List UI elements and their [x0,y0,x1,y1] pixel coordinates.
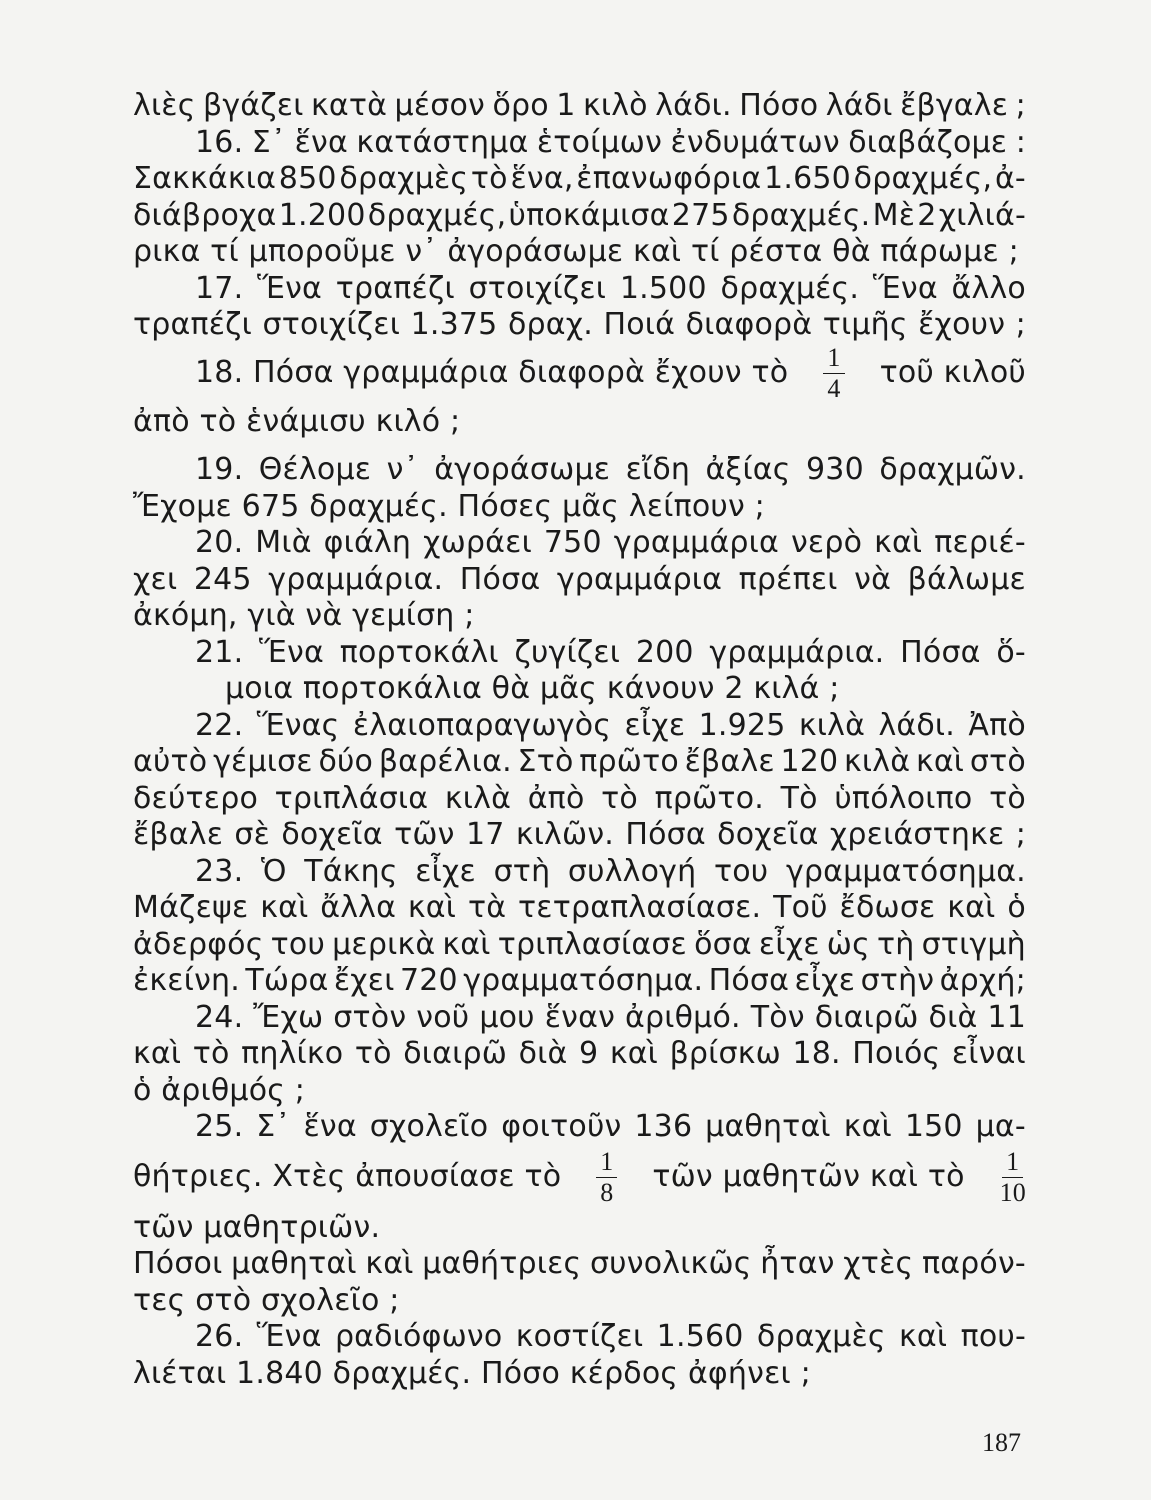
text-line: λιέται 1.840 δραχμές. Πόσο κέρδος ἀφήνει ; [133,1355,811,1391]
word: δραχμές, [853,161,993,196]
word: διαιρῶ [814,999,919,1035]
word: καὶ [843,1109,892,1144]
word: ζυγίζει [514,634,621,670]
word: ἐπανωφόρια [576,161,762,196]
word: χτὲς [843,1246,914,1281]
word: ἄλλα [320,890,397,925]
word: Τὸν [750,999,805,1035]
word: νερὸ [790,525,863,560]
word: δραχμές. [731,197,871,233]
word: τὸ [354,1036,392,1071]
word: 2 [917,197,937,233]
word: 18. [792,1036,841,1071]
word: φοιτοῦν [501,1109,622,1144]
word: τὴ [877,926,915,962]
word: Πόσα [459,561,541,597]
word: 1.375 [410,307,498,342]
text-line: Ἔχομε 675 δραχμές. Πόσες μᾶς λείπουν ; [133,488,765,524]
word: 1 [556,88,576,123]
word: μαθηταὶ [705,1109,831,1144]
word: ἐκείνη. [133,963,240,998]
word: διαιρῶ [403,1036,508,1071]
word: Ποιά [603,307,676,342]
problem-18-line: 18. Πόσα γραμμάρια διαφορὰ ἔχουν τὸ $\frac{1}{4}$ τοῦ κιλοῦ [195,343,1026,403]
word: κιλὰ [798,707,866,743]
word: γέμισε [213,744,313,779]
text-line [133,1036,1026,1073]
word: κιλὸ [583,88,648,123]
word: τὸ [470,161,508,196]
word: λάδι. [655,88,732,123]
word: Μὲ [872,197,916,233]
word: 23. [195,853,244,889]
word: καὶ [407,890,457,925]
word: εἶχε [624,707,686,743]
word: 1.200 [278,197,366,233]
word: καὶ [874,525,923,560]
problem-text-block [133,88,1026,1392]
text-line [133,890,1026,927]
text-line [133,963,1026,1000]
word: χει [133,561,178,597]
word: καὶ [899,1319,948,1354]
text-line-with-fractions: θήτριες. Χτὲς ἀπουσίασε τὸ $\frac{1}{8}$ τῶν μαθητῶν καὶ τὸ $\frac{1}{10}$ [133,1147,1026,1207]
text-line: ἀπὸ τὸ ἑνάμισυ κιλό ; [133,403,461,439]
word: στὸ [969,744,1026,779]
word: χιλιά- [938,197,1026,233]
word: ἀριθμό. [625,999,741,1035]
word: καὶ [260,890,309,925]
word: 1.560 [656,1319,744,1354]
word: ραδιόφωνο [334,1319,503,1354]
word: 17 [465,817,505,852]
word: δεύτερο [133,780,259,816]
word: : [1015,124,1026,160]
word: 22. [195,707,244,743]
word: 245 [193,561,252,597]
problem-25-line [133,1109,1026,1146]
word: που- [960,1319,1026,1354]
word: νὰ [854,561,892,597]
word: ν᾽ [386,452,419,487]
word: 275 [671,197,730,233]
problem-22-line [133,708,1026,745]
word: βαρέλια. [378,744,512,779]
word: βρίσκω [669,1036,781,1071]
word: τριπλασίασε [497,926,687,962]
text-line: ὁ ἀριθμός ; [133,1072,306,1108]
word: δραχμὲς [339,161,469,196]
word: τὰ [467,890,507,925]
text-line [133,781,1026,818]
word: καὶ [365,1246,414,1281]
word: Πόσα [708,963,790,998]
word: δραχ. [507,307,593,342]
word: φιάλη [323,525,412,560]
word: χρειάστηκε [829,817,1005,852]
word: 9 [578,1036,599,1071]
word: γραμμάρια [556,561,723,597]
word: ἀξίας [705,452,791,487]
word: ἕναν [544,999,616,1035]
word: Πόσα [625,817,706,852]
text-line: τες στὸ σχολεῖο ; [133,1282,400,1318]
word: τραπέζι [335,270,455,306]
text-line [133,88,1026,125]
word: περιέ- [934,525,1026,560]
word: στιγμὴ [921,926,1026,962]
word: ἔχει [333,963,395,998]
word: κατάστημα [356,124,529,160]
word: μου [479,999,535,1035]
problem-26-line [133,1319,1026,1356]
word: δραχμὲς [756,1319,886,1354]
text-line [133,307,1026,344]
word: στοιχίζει [468,270,607,306]
word: 720 [399,963,458,998]
word: γραμματόσημα. [463,963,704,998]
word: μαθήτριες [422,1246,582,1281]
word: διαβάζομε [848,124,1008,160]
word: ἔβγαλε [900,88,1009,123]
word: Ἔχω [253,999,324,1035]
word: Μιὰ [255,525,312,560]
word: κατὰ [311,88,388,123]
word: καὶ [133,1036,182,1071]
word: 200 [635,634,694,670]
text-line: ἀκόμη, γιὰ νὰ γεμίση ; [133,598,475,633]
word: 850 [278,161,337,196]
word: λάδι. [878,707,956,743]
word: ἔδωσε [839,890,936,925]
word: 19. [195,452,244,487]
word: λιὲς [133,88,196,123]
word: διάβροχα [133,197,277,233]
word: καὶ [947,890,996,925]
word: ὡς [826,926,870,962]
word: Πόσοι [133,1246,223,1281]
word: 120 [780,744,839,779]
word: πορτοκάλι [339,634,499,670]
problem-23-line [133,854,1026,891]
word: βάλωμε [907,561,1026,597]
word: ἦταν [760,1246,835,1281]
word: 136 [634,1109,693,1144]
word: Σακκάκια [133,161,277,196]
word: ; [1015,88,1026,123]
word: του [713,853,769,889]
word: εἶναι [951,1036,1026,1071]
word: βγάζει [202,88,304,123]
word: Ἕνα [259,634,324,670]
page-number: 187 [982,1428,1021,1457]
text-line [133,161,1026,198]
word: τῶν [394,817,455,852]
word: γραμμάρια. [709,634,885,670]
word: Ποιός [852,1036,941,1071]
word: Τὸ [780,780,818,816]
word: ὅρο [492,88,549,123]
word: διαφορὰ [685,307,813,342]
word: 750 [543,525,602,560]
word: Ἕνα [872,270,938,306]
word: νοῦ [416,999,470,1035]
problem-17-line [133,271,1026,308]
problem-19-line [133,452,1026,489]
word: 24. [195,999,244,1035]
word: ἀ- [994,161,1026,196]
word: τὸ [989,780,1026,816]
text-line: τῶν μαθητριῶν. [133,1209,381,1245]
text-line [133,198,1026,235]
word: εἶχε [415,853,476,889]
word: εἶχε [794,963,856,998]
word: Ἕνα [256,1319,322,1354]
word: ἀρχή; [939,963,1026,998]
word: πρῶτο. [654,780,764,816]
fraction-one-tenth: $\frac{1}{10}$ [999,1147,1026,1207]
word: του [270,926,326,962]
word: τριπλάσια [274,780,429,816]
word: πρέπει [738,561,838,597]
word: πηλίκο [241,1036,344,1071]
word: δραχμές. [720,270,860,306]
word: Μάζεψε [133,890,249,925]
problem-20-line [133,525,1026,562]
word: ἀπὸ [527,780,585,816]
word: τετραπλασίασε. [518,890,762,925]
word: Ἀπὸ [968,707,1026,743]
word: κιλὰ [444,780,512,816]
word: ; [1015,817,1026,852]
word: 1.500 [619,270,707,306]
word: ἄλλο [951,270,1026,306]
word: καὶ [442,926,491,962]
text-line [133,817,1026,854]
word: κοστίζει [515,1319,644,1354]
word: ; [1015,307,1026,342]
word: Ἕνας [256,707,340,743]
word: 20. [195,525,244,560]
word: στὴ [493,853,551,889]
word: 26. [195,1319,244,1354]
word: Τώρα [245,963,329,998]
word: ἕνα [294,124,348,160]
word: ἔβαλε [684,744,775,779]
word: μαθηταὶ [231,1246,357,1281]
word: δύο [318,744,374,779]
word: μερικὰ [332,926,436,962]
word: Πόσα [900,634,981,670]
problem-16-line [133,125,1026,162]
word: στὴν [860,963,935,998]
text-line [133,1246,1026,1283]
word: στὸν [333,999,407,1035]
word: ἔχουν [918,307,1006,342]
spacer [133,440,1026,452]
word: ἐνδυμάτων [670,124,840,160]
problem-21-line [133,635,1026,672]
word: ἕνα, [510,161,574,196]
word: Ἕνα [257,270,323,306]
word: δραχμές, [367,197,507,233]
word: διὰ [518,1036,568,1071]
word: τὸ [601,780,638,816]
word: μα- [975,1109,1026,1144]
problem-24-line [133,1000,1026,1037]
word: ἀδερφός [133,926,264,962]
word: λάδι [825,88,893,123]
word: 150 [904,1109,963,1144]
fraction-one-eighth: $\frac{1}{8}$ [596,1149,617,1206]
word: 16. [195,124,244,160]
word: τραπέζι [133,307,253,342]
word: τὸ [192,1036,230,1071]
text-line [133,562,1026,599]
word: 17. [195,270,244,306]
word: 930 [806,452,864,487]
word: Τάκης [304,853,398,889]
word: 1.925 [698,707,786,743]
word: εἴδη [625,452,691,487]
word: ὁ [1007,890,1026,925]
text-line: μοια πορτοκάλια θὰ μᾶς κάνουν 2 κιλά ; [225,671,840,706]
word: πρῶτο [579,744,679,779]
word: δοχεῖα [281,817,383,852]
text-line-content [133,88,1026,125]
word: κιλῶν. [515,817,615,852]
word: Σ᾽ [251,124,287,160]
word: στοιχίζει [262,307,401,342]
word: Τοῦ [773,890,828,925]
word: Θέλομε [258,452,372,487]
word: σχολεῖο [369,1109,489,1144]
fraction-one-quarter: $\frac{1}{4}$ [823,345,844,402]
word: χωράει [423,525,532,560]
word: διὰ [928,999,978,1035]
word: Πόσο [739,88,819,123]
word: ὑποκάμισα [508,197,670,233]
word: ὅσα [694,926,752,962]
text-line [133,744,1026,781]
word: συνολικῶς [589,1246,752,1281]
word: δραχμῶν. [879,452,1026,487]
word: ὅ- [996,634,1026,670]
text-line [133,927,1026,964]
word: ἀγοράσωμε [434,452,611,487]
word: καὶ [609,1036,659,1071]
word: 25. [195,1109,244,1144]
word: αὐτὸ [133,744,208,779]
word: 1.650 [764,161,851,196]
word: δοχεῖα [717,817,819,852]
word: μέσον [394,88,485,123]
word: γραμμάρια [613,525,779,560]
word: κιλὰ [844,744,911,779]
word: ἑτοίμων [536,124,663,160]
word: καὶ [915,744,965,779]
word: τιμῆς [822,307,908,342]
word: εἶχε [758,926,820,962]
word: γραμμάρια. [268,561,444,597]
word: ἔβαλε [133,817,224,852]
word: ἐλαιοπαραγωγὸς [352,707,612,743]
word: Σ᾽ [256,1109,291,1144]
word: Ὁ [260,853,287,889]
word: 11 [987,999,1026,1035]
word: ἕνα [303,1109,357,1144]
word: σὲ [234,817,271,852]
word: γραμματόσημα. [785,853,1026,889]
word: ὑπόλοιπο [834,780,973,816]
word: συλλογή [567,853,697,889]
text-line: ρικα τί μποροῦμε ν᾽ ἀγοράσωμε καὶ τί ρέστα θὰ πάρωμε ; [133,234,1019,269]
word: Στὸ [517,744,574,779]
word: παρόν- [921,1246,1026,1281]
word: 21. [195,634,244,670]
